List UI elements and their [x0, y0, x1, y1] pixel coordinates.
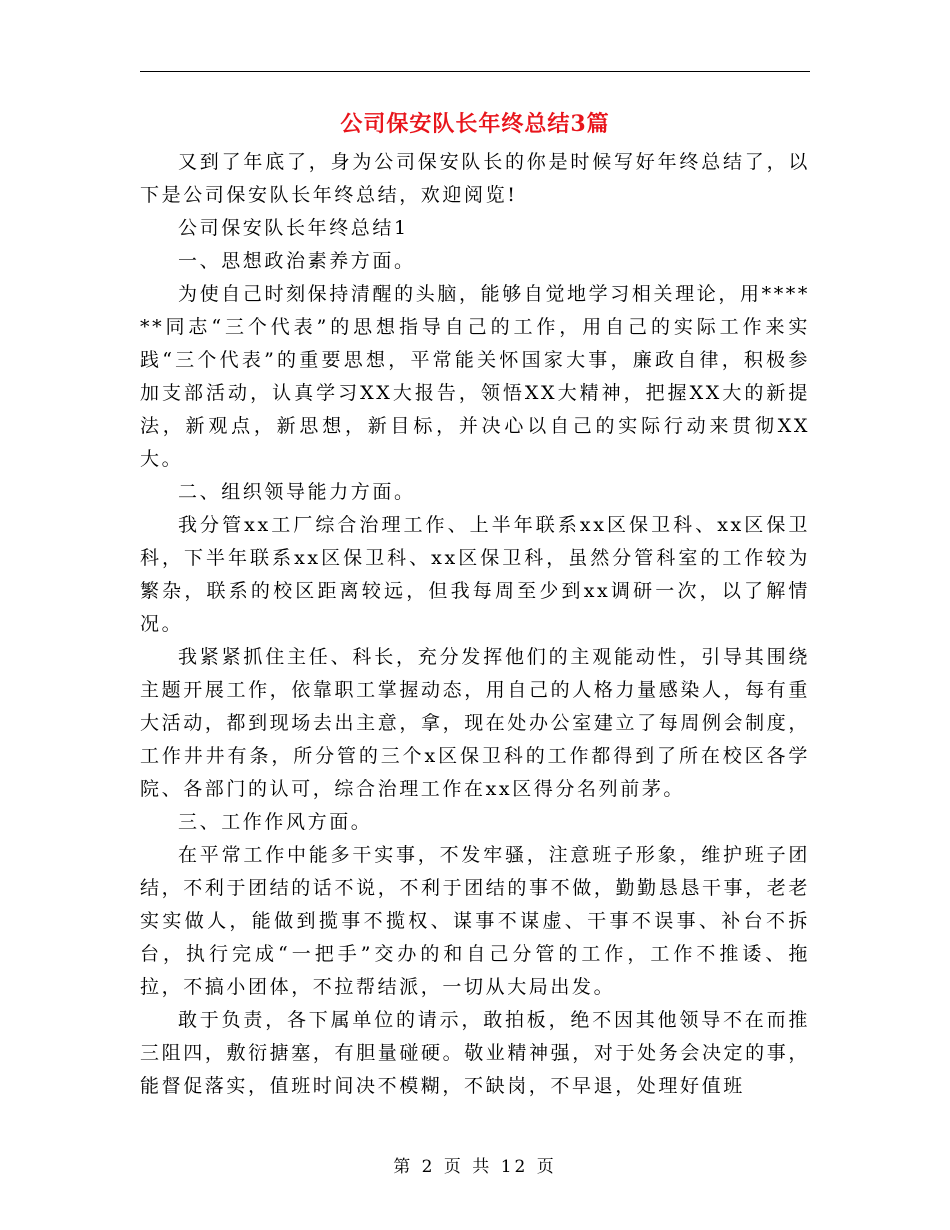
paragraph-political: 为使自己时刻保持清醒的头脑，能够自觉地学习相关理论，用******同志“三个代表”的思想指导自己的工作，用自己的实际工作来实践“三个代表”的重要思想，平常能关怀国家大事，廉政自律，积极参加支部活动，认真学习XX大报告，领悟XX大精神，把握XX大的新提法，新观点，新思想，新目标，并决心以自己的实际行动来贯彻XX大。: [140, 283, 810, 470]
heading-political: 一、思想政治素养方面。: [178, 250, 416, 272]
paragraph-work-style-2: 敢于负责，各下属单位的请示，敢拍板，绝不因其他领导不在而推三阻四，敷衍搪塞，有胆量碰硬。敬业精神强，对于处务会决定的事，能督促落实，值班时间决不模糊，不缺岗，不早退，处理好值班: [140, 1009, 810, 1097]
header-rule: [140, 71, 810, 72]
paragraph-work-style-1: 在平常工作中能多干实事，不发牢骚，注意班子形象，维护班子团结，不利于团结的话不说，不利于团结的事不做，勤勤恳恳干事，老老实实做人，能做到揽事不揽权、谋事不谋虚、干事不误事、补台不拆台，执行完成“一把手”交办的和自己分管的工作，工作不推诿、拖拉，不搞小团体，不拉帮结派，一切从大局出发。: [140, 844, 810, 998]
heading-leadership: 二、组织领导能力方面。: [178, 481, 416, 503]
page-footer: 第 2 页 共 12 页: [393, 1157, 557, 1177]
intro-paragraph: 又到了年底了，身为公司保安队长的你是时候写好年终总结了，以下是公司保安队长年终总结，欢迎阅览!: [140, 151, 810, 206]
paragraph-leadership-2: 我紧紧抓住主任、科长，充分发挥他们的主观能动性，引导其围绕主题开展工作，依靠职工掌握动态，用自己的人格力量感染人，每有重大活动，都到现场去出主意，拿，现在处办公室建立了每周例会制度，工作井井有条，所分管的三个x区保卫科的工作都得到了所在校区各学院、各部门的认可，综合治理工作在xx区得分名列前茅。: [140, 646, 810, 800]
section-title: 公司保安队长年终总结1: [178, 217, 409, 239]
paragraph-leadership-1: 我分管xx工厂综合治理工作、上半年联系xx区保卫科、xx区保卫科，下半年联系xx区保卫科、xx区保卫科，虽然分管科室的工作较为繁杂，联系的校区距离较远，但我每周至少到xx调研一次，以了解情况。: [140, 514, 810, 635]
document-title: 公司保安队长年终总结3篇: [340, 111, 610, 137]
heading-work-style: 三、工作作风方面。: [178, 811, 373, 833]
document-body: [140, 146, 810, 1103]
